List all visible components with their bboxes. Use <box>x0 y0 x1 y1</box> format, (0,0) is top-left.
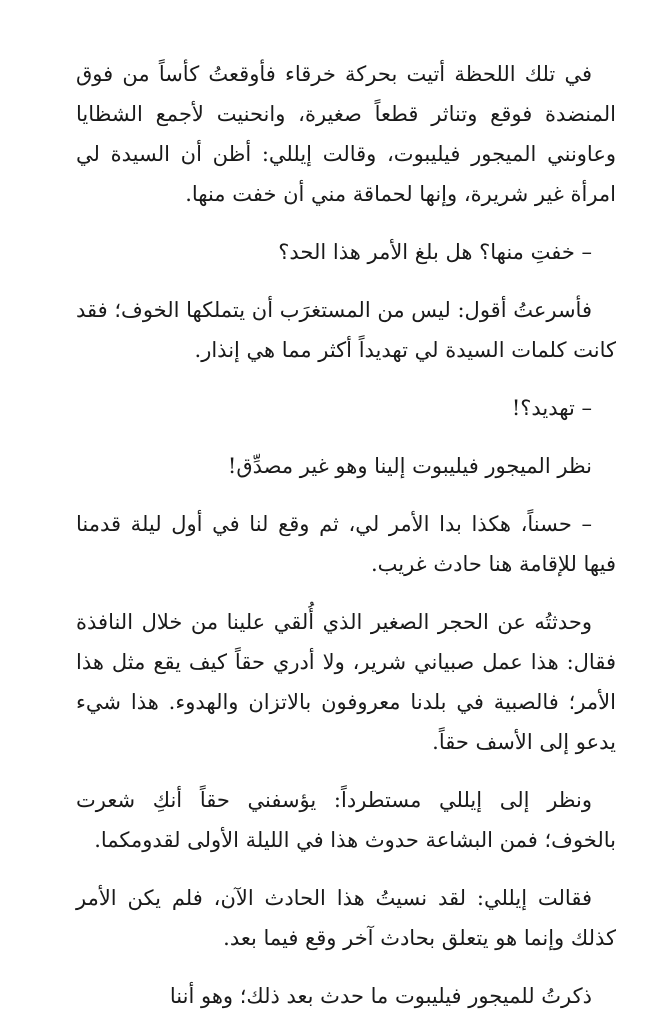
paragraph-5: نظر الميجور فيليبوت إلينا وهو غير مصدِّق! <box>227 454 592 478</box>
paragraph-4: – تهديد؟! <box>511 396 592 420</box>
paragraph-8: ونظر إلى إيللي مستطرداً: يؤسفني حقاً أنكِ شعرت بالخوف؛ فمن البشاعة حدوث هذا في الليلة الأولى لقدومكما. <box>76 788 616 852</box>
paragraph-10: ذكرتُ للميجور فيليبوت ما حدث بعد ذلك؛ وهو أننا <box>169 984 592 1008</box>
paragraph-7: وحدثتُه عن الحجر الصغير الذي أُلقي علينا من خلال النافذة فقال: هذا عمل صبياني شرير، ولا أدري حقاً كيف يقع مثل هذا الأمر؛ فالصبية في بلدنا معروفون بالاتزان والهدوء. هذا شيء يدعو إلى الأسف حقاً. <box>76 610 616 754</box>
paragraph-6: – حسناً، هكذا بدا الأمر لي، ثم وقع لنا في أول ليلة قدمنا فيها للإقامة هنا حادث غريب. <box>76 512 616 576</box>
paragraph-9: فقالت إيللي: لقد نسيتُ هذا الحادث الآن، فلم يكن الأمر كذلك وإنما هو يتعلق بحادث آخر وقع فيما بعد. <box>76 886 616 950</box>
paragraph-1: في تلك اللحظة أتيت بحركة خرقاء فأوقعتُ كأساً من فوق المنضدة فوقع وتناثر قطعاً صغيرة، وانحنيت لأجمع الشظايا وعاونني الميجور فيليبوت، وقالت إيللي: أظن أن السيدة لي امرأة غير شريرة، وإنها لحماقة مني أن خفت منها. <box>76 62 616 206</box>
paragraph-3: فأسرعتُ أقول: ليس من المستغرَب أن يتملكها الخوف؛ فقد كانت كلمات السيدة لي تهديداً أكثر مما هي إنذار. <box>76 298 616 362</box>
paragraph-2: – خفتِ منها؟ هل بلغ الأمر هذا الحد؟ <box>278 240 592 264</box>
text-column <box>76 54 616 1034</box>
